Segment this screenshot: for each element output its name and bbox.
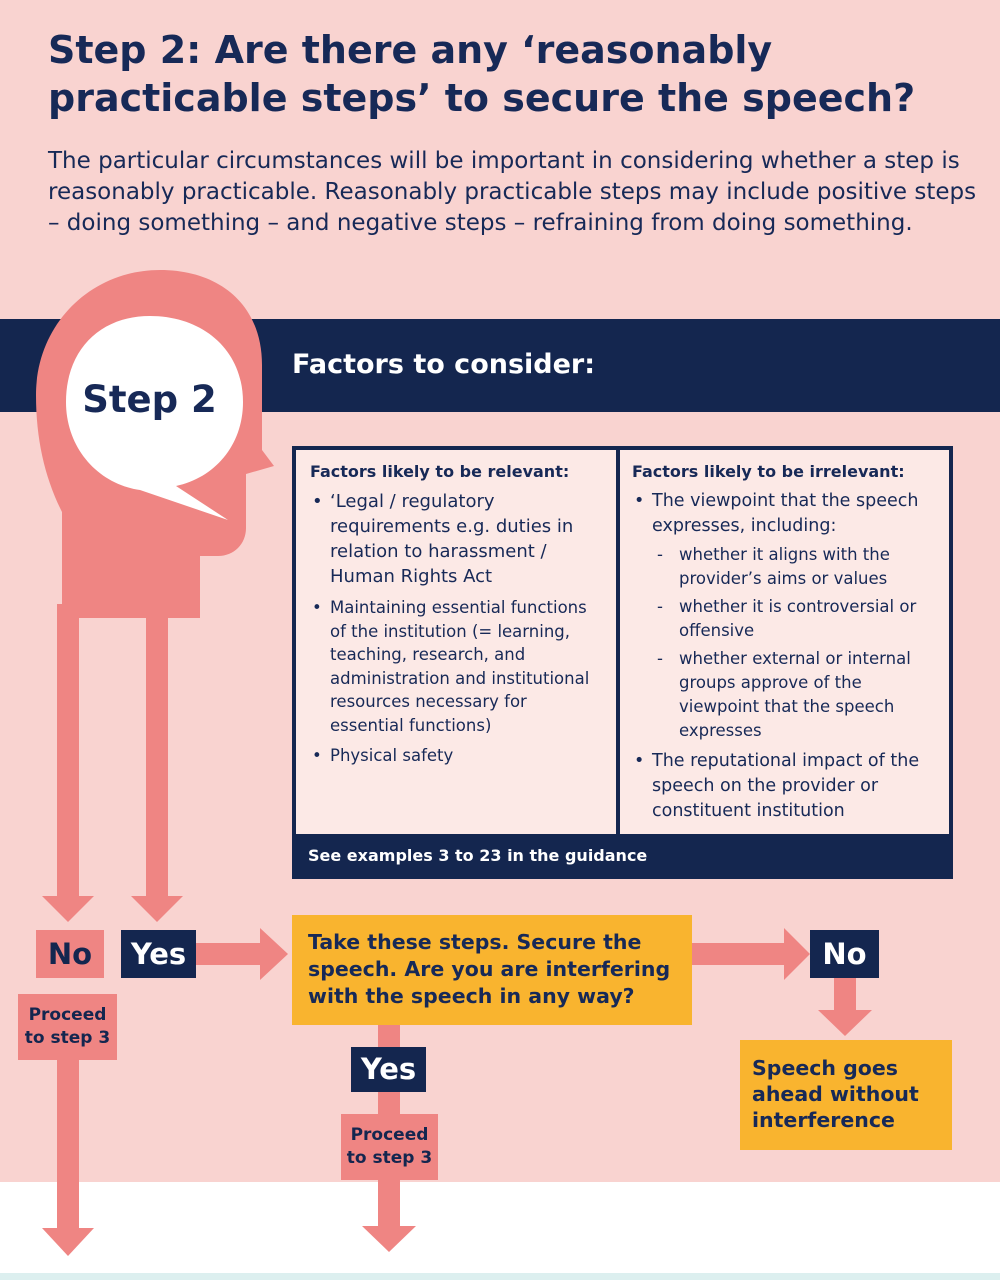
yes-to-steps-shaft (196, 943, 260, 965)
irrelevant-heading: Factors likely to be irrelevant: (632, 462, 905, 481)
irrelevant-sublist (652, 543, 939, 743)
yes-to-steps-head (260, 928, 288, 980)
list-item (632, 489, 939, 743)
see-examples-note: See examples 3 to 23 in the guidance (308, 846, 648, 865)
yes-bottom-label: Yes (351, 1047, 426, 1092)
step-2-label: Step 2 (82, 378, 217, 421)
yes-arrow-head (131, 896, 183, 922)
list-item: • Physical safety (310, 744, 604, 768)
proceed-left-box: Proceed to step 3 (18, 994, 117, 1060)
factors-heading: Factors to consider: (292, 349, 596, 380)
list-item: • The reputational impact of the speech on the provider or constituent institution (632, 749, 939, 824)
sub-list-item: - whether external or internal groups approve of the viewpoint that the speech expresses (652, 647, 939, 743)
yes-arrow-shaft (146, 604, 168, 896)
relevant-column (296, 450, 616, 834)
list-item: • Maintaining essential functions of the institution (= learning, teaching, research, and administration and institutional resources necessary for essential functions) (310, 596, 604, 737)
left-long-shaft (57, 1060, 79, 1228)
no-arrow-shaft (57, 604, 79, 896)
steps-to-no-shaft (692, 943, 784, 965)
intro-paragraph: The particular circumstances will be important in considering whether a step is reasonably practicable. Reasonably practicable steps may include positive steps – doing something – and negative steps – refraining from doing something. (48, 148, 977, 236)
no-down-head (818, 1010, 872, 1036)
factors-table (292, 446, 953, 879)
speech-goes-ahead-box: Speech goes ahead without interference (740, 1040, 952, 1150)
relevant-heading: Factors likely to be relevant: (310, 462, 570, 481)
take-steps-box: Take these steps. Secure the speech. Are you are interfering with the speech in any way? (292, 915, 692, 1025)
left-long-head (42, 1228, 94, 1256)
irrelevant-column (620, 450, 949, 834)
yes-left-label: Yes (121, 930, 196, 978)
steps-to-yes-shaft (378, 1025, 400, 1047)
relevant-list (310, 489, 604, 768)
page-title: Step 2: Are there any ‘reasonably practicable steps’ to secure the speech? (48, 28, 916, 120)
yes-to-proceed-shaft (378, 1092, 400, 1114)
list-item: • ‘Legal / regulatory requirements e.g. duties in relation to harassment / Human Rights Act (310, 489, 604, 589)
proceed-bottom-box: Proceed to step 3 (341, 1114, 438, 1180)
no-down-shaft (834, 976, 856, 1012)
no-left-label: No (36, 930, 104, 978)
bottom-centre-shaft (378, 1180, 400, 1226)
no-right-label: No (810, 930, 879, 978)
list-item-text: The viewpoint that the speech expresses, including: (652, 491, 919, 536)
irrelevant-list (632, 489, 939, 824)
sub-list-item: - whether it aligns with the provider’s aims or values (652, 543, 939, 591)
no-arrow-head (42, 896, 94, 922)
steps-to-no-head (784, 928, 810, 980)
sub-list-item: - whether it is controversial or offensive (652, 595, 939, 643)
bottom-centre-head (362, 1226, 416, 1252)
